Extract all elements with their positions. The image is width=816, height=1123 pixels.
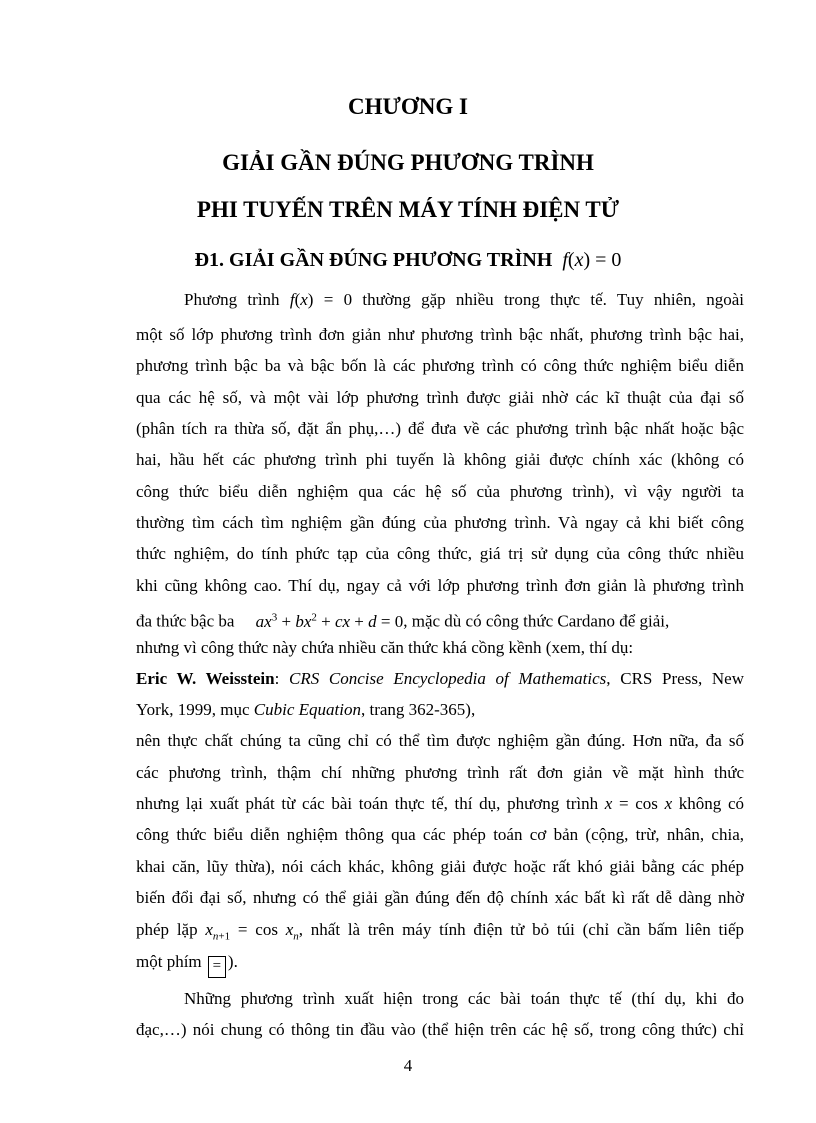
paragraph-line: (phân tích ra thừa số, đặt ẩn phụ,…) để đưa về các phương trình bậc nhất hoặc bậc <box>136 419 744 438</box>
section-formula: f(x) = 0 <box>562 249 622 271</box>
paragraph-line: khai căn, lũy thừa), nói cách khác, không giải được hoặc rất khó giải bằng các phép <box>136 857 744 876</box>
reference-line: York, 1999, mục Cubic Equation, trang 362-365), <box>136 700 476 719</box>
paragraph-line: phương trình bậc ba và bậc bốn là các phương trình có công thức nghiệm biểu diễn <box>136 356 744 375</box>
reference-title: CRS Concise Encyclopedia of Mathematics <box>288 669 607 688</box>
paragraph-line: thường tìm cách tìm nghiệm gần đúng của phương trình. Và ngay cả khi biết công <box>136 513 744 532</box>
paragraph-line: một phím = ). <box>136 950 744 978</box>
paragraph-line: công thức biểu diễn nghiệm thông qua các phép toán cơ bản (cộng, trừ, nhân, chia, <box>136 825 744 844</box>
formula-x-eq-cos-x: x = cos x <box>604 794 673 813</box>
paragraph-line: hai, hầu hết các phương trình phi tuyến là không giải được chính xác (không có <box>136 450 744 469</box>
paragraph-line: nên thực chất chúng ta cũng chỉ có thể tìm được nghiệm gần đúng. Hơn nữa, đa số <box>136 731 744 750</box>
paragraph-line: các phương trình, thậm chí những phương trình rất đơn giản về mặt hình thức <box>136 763 744 782</box>
paragraph-line: biến đổi đại số, nhưng có thể giải gần đúng đến độ chính xác bất kì rất dễ dàng nhờ <box>136 888 744 907</box>
section-label: Đ1. GIẢI GẦN ĐÚNG PHƯƠNG TRÌNH <box>194 249 553 271</box>
paragraph-line: đạc,…) nói chung có thông tin đầu vào (thể hiện trên các hệ số, trong công thức) chỉ <box>136 1020 744 1039</box>
paragraph-line: Phương trình f(x) = 0 thường gặp nhiều trong thực tế. Tuy nhiên, ngoài <box>184 290 744 309</box>
formula-f-x-eq-0: f(x) = 0 <box>289 290 353 309</box>
formula-iteration: $x_{n+1} = \cos x_n$ <box>205 920 299 943</box>
paragraph-line: Những phương trình xuất hiện trong các bài toán thực tế (thí dụ, khi đo <box>184 989 744 1008</box>
paragraph-line: phép lặp $x_{n+1} = \cos x_n$, nhất là trên máy tính điện tử bỏ túi (chỉ cần bấm liên tiếp <box>136 920 744 943</box>
chapter-title-line-2: PHI TUYẾN TRÊN MÁY TÍNH ĐIỆN TỬ <box>196 197 620 222</box>
paragraph-line: khi cũng không cao. Thí dụ, ngay cả với lớp phương trình đơn giản là phương trình <box>136 576 744 595</box>
paragraph-line: thức nghiệm, do tính phức tạp của công thức, giá trị sử dụng của công thức nhiều <box>136 544 744 563</box>
reference-topic: Cubic Equation <box>253 700 361 719</box>
paragraph-line: một số lớp phương trình đơn giản như phương trình bậc nhất, phương trình bậc hai, <box>136 325 744 344</box>
equals-key-icon: = <box>208 956 226 978</box>
section-heading <box>0 249 816 272</box>
page-number: 4 <box>403 1056 413 1075</box>
reference-author: Eric W. Weisstein <box>136 669 275 688</box>
formula-cubic: $ax^3 + bx^2$ + cx + d = 0 <box>255 611 404 631</box>
reference-line: Eric W. Weisstein: CRS Concise Encyclopedia of Mathematics, CRS Press, New <box>136 669 744 688</box>
paragraph-line: nhưng lại xuất phát từ các bài toán thực tế, thí dụ, phương trình x = cos x không có <box>136 794 744 813</box>
chapter-heading: CHƯƠNG I <box>348 94 468 119</box>
paragraph-line: đa thức bậc ba $ax^3 + bx^2$ + cx + d = 0, mặc dù có công thức Cardano để giải, <box>136 611 670 631</box>
paragraph-line: nhưng vì công thức này chứa nhiều căn thức khá cồng kềnh (xem, thí dụ: <box>136 638 634 657</box>
paragraph-line: công thức biểu diễn nghiệm qua các hệ số của phương trình), vì vậy người ta <box>136 482 744 501</box>
paragraph-line: qua các hệ số, và một vài lớp phương trình được giải nhờ các kĩ thuật của đại số <box>136 388 744 407</box>
chapter-title-line-1: GIẢI GẦN ĐÚNG PHƯƠNG TRÌNH <box>222 150 594 175</box>
